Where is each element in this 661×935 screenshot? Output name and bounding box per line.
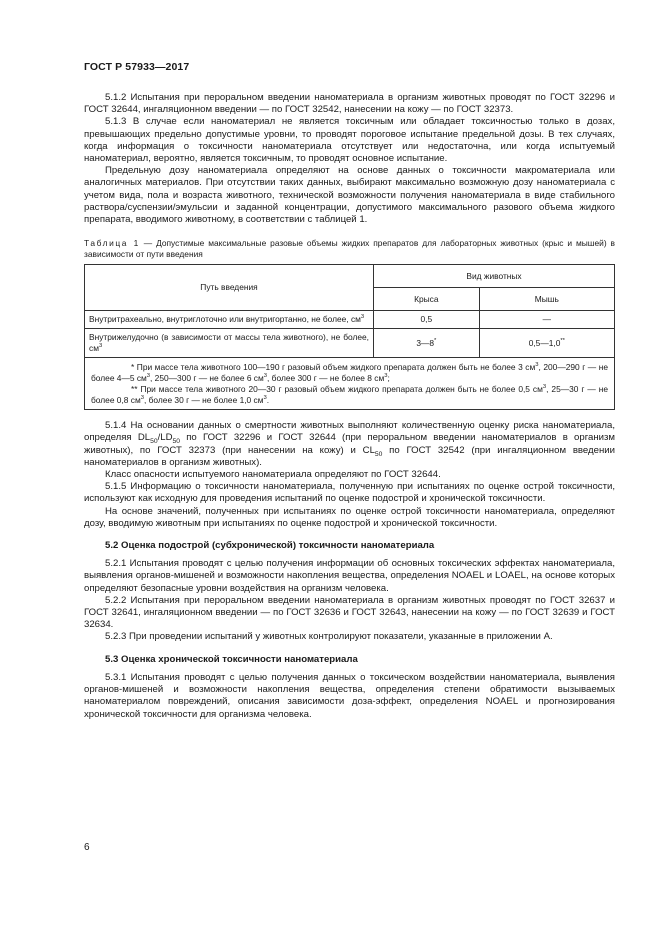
row-rat-value: 3—8* bbox=[374, 329, 480, 358]
section-heading-5-2: 5.2 Оценка подострой (субхронической) токсичности наноматериала bbox=[105, 540, 435, 552]
paragraph-limit-dose: Предельную дозу наноматериала определяют на основе данных о токсичности макроматериала или аналогичных материалов. При отсутствии таких данных, выбирают максимально возможную дозу наноматериала с учетом вида, пола и возраста животного, технической возможности получения наноматериала в виде стабильного раствора/суспензии/эмульсии и заданной концентрации, допустимого максимального разового объема жидкого препарата, вводимого животному, в соответствии с таблицей 1. bbox=[84, 165, 615, 226]
dose-volume-table bbox=[84, 264, 615, 410]
row-mouse-value: — bbox=[479, 311, 614, 329]
row-route: Внутрижелудочно (в зависимости от массы тела животного), не более, $см^3$ bbox=[85, 329, 374, 358]
paragraph-hazard-class: Класс опасности испытуемого наноматериала определяют по ГОСТ 32644. bbox=[105, 469, 441, 481]
table-notes bbox=[85, 358, 615, 410]
table-caption-text: — Допустимые максимальные разовые объемы жидких препаратов для лабораторных животных (крыс и мышей) в зависимости от пути введения bbox=[84, 238, 615, 260]
table-caption bbox=[84, 238, 615, 260]
row-rat-value: 0,5 bbox=[374, 311, 480, 329]
paragraph-dose-basis: На основе значений, полученных при испытаниях по оценке острой токсичности наноматериала, определяют дозу, вводимую животным при испытаниях по оценке подострой и хронической токсичности. bbox=[84, 505, 615, 529]
header-rat: Крыса bbox=[374, 288, 480, 311]
paragraph-5-2-3: 5.2.3 При проведении испытаний у животных контролируют показатели, указанные в приложении А. bbox=[105, 631, 553, 643]
header-route: Путь введения bbox=[85, 265, 374, 311]
header-species: Вид животных bbox=[374, 265, 615, 288]
paragraph-5-2-2: 5.2.2 Испытания при пероральном введении наноматериала в организм животных проводят по ГОСТ 32637 и ГОСТ 32641, ингаляционном введении — по ГОСТ 32636 и ГОСТ 32643, нанесении на кожу — по ГОСТ 32639 и ГОСТ 32634. bbox=[84, 594, 615, 631]
paragraph-5-1-2: 5.1.2 Испытания при пероральном введении наноматериала в организм животных проводят по ГОСТ 32296 и ГОСТ 32644, ингаляционном введении — по ГОСТ 32542, нанесении на кожу — по ГОСТ 32373. bbox=[84, 92, 615, 116]
table-row bbox=[85, 311, 615, 329]
row-route: Внутритрахеально, внутриглоточно или внутригортанно, не более, $см^3$ bbox=[85, 311, 374, 329]
table-note-2: ** При массе тела животного 20—30 г разовый объем жидкого препарата должен быть не более 0,5 $см^3$, 25—30 г — не более 0,8 $см^3$, более 30 г — не более 1,0 $см^3$. bbox=[91, 384, 608, 406]
paragraph-5-2-1: 5.2.1 Испытания проводят с целью получения информации об основных токсических эффектах наноматериала, выявления органов-мишеней и возможности накопления вещества, определения NOAEL и LOAEL, на основе которых определяют безопасные уровни воздействия на организм человека. bbox=[84, 558, 615, 594]
paragraph-5-1-4: 5.1.4 На основании данных о смертности животных выполняют количественную оценку риска наноматериала, определяя $DL_{50}/LD_{50}$ по ГОСТ 32296 и ГОСТ 32644 (при пероральном введении наноматериалов в организм животных), по ГОСТ 32373 (при нанесении на кожу) и $CL_{50}$ по ГОСТ 32542 (при ингаляционном введении наноматериалов в организм животных). bbox=[84, 420, 615, 468]
paragraph-5-3-1: 5.3.1 Испытания проводят с целью получения данных о токсическом воздействии наноматериала, выявления органов-мишеней и возможности накопления вещества, определения степени обратимости вызываемых наноматериалом повреждений, описания зависимости доза-эффект, определения NOAEL и прогнозирования хронической токсичности для организма человека. bbox=[84, 671, 615, 720]
table-note-1: * При массе тела животного 100—190 г разовый объем жидкого препарата должен быть не более 3 $см^3$, 200—290 г — не более 4—5 $см^3$, 250—300 г — не более 6 $см^3$, более 300 г — не более 8 $см^3$; bbox=[91, 362, 608, 384]
header-mouse: Мышь bbox=[479, 288, 614, 311]
table-caption-label: Таблица 1 bbox=[84, 238, 140, 249]
table-row bbox=[85, 329, 615, 358]
paragraph-5-1-5: 5.1.5 Информацию о токсичности наноматериала, полученную при испытаниях по оценке острой токсичности, используют как исходную для проведения испытаний по оценке подострой и хронической токсичности. bbox=[84, 481, 615, 505]
page-number: 6 bbox=[84, 842, 90, 853]
section-heading-5-3: 5.3 Оценка хронической токсичности наноматериала bbox=[105, 653, 358, 665]
standard-header: ГОСТ Р 57933—2017 bbox=[84, 61, 190, 73]
paragraph-5-1-3: 5.1.3 В случае если наноматериал не является токсичным или обладает токсичностью только в дозах, превышающих предельно допустимые уровни, то проводят пороговое испытание предельной дозы. В тех случаях, когда информация о токсичности наноматериала отсутствует или недостаточна, или когда испытуемый наноматериал, вероятно, является токсичным, то проводят основное испытание. bbox=[84, 116, 615, 165]
document-body bbox=[84, 92, 615, 721]
row-mouse-value: 0,5—1,0** bbox=[479, 329, 614, 358]
